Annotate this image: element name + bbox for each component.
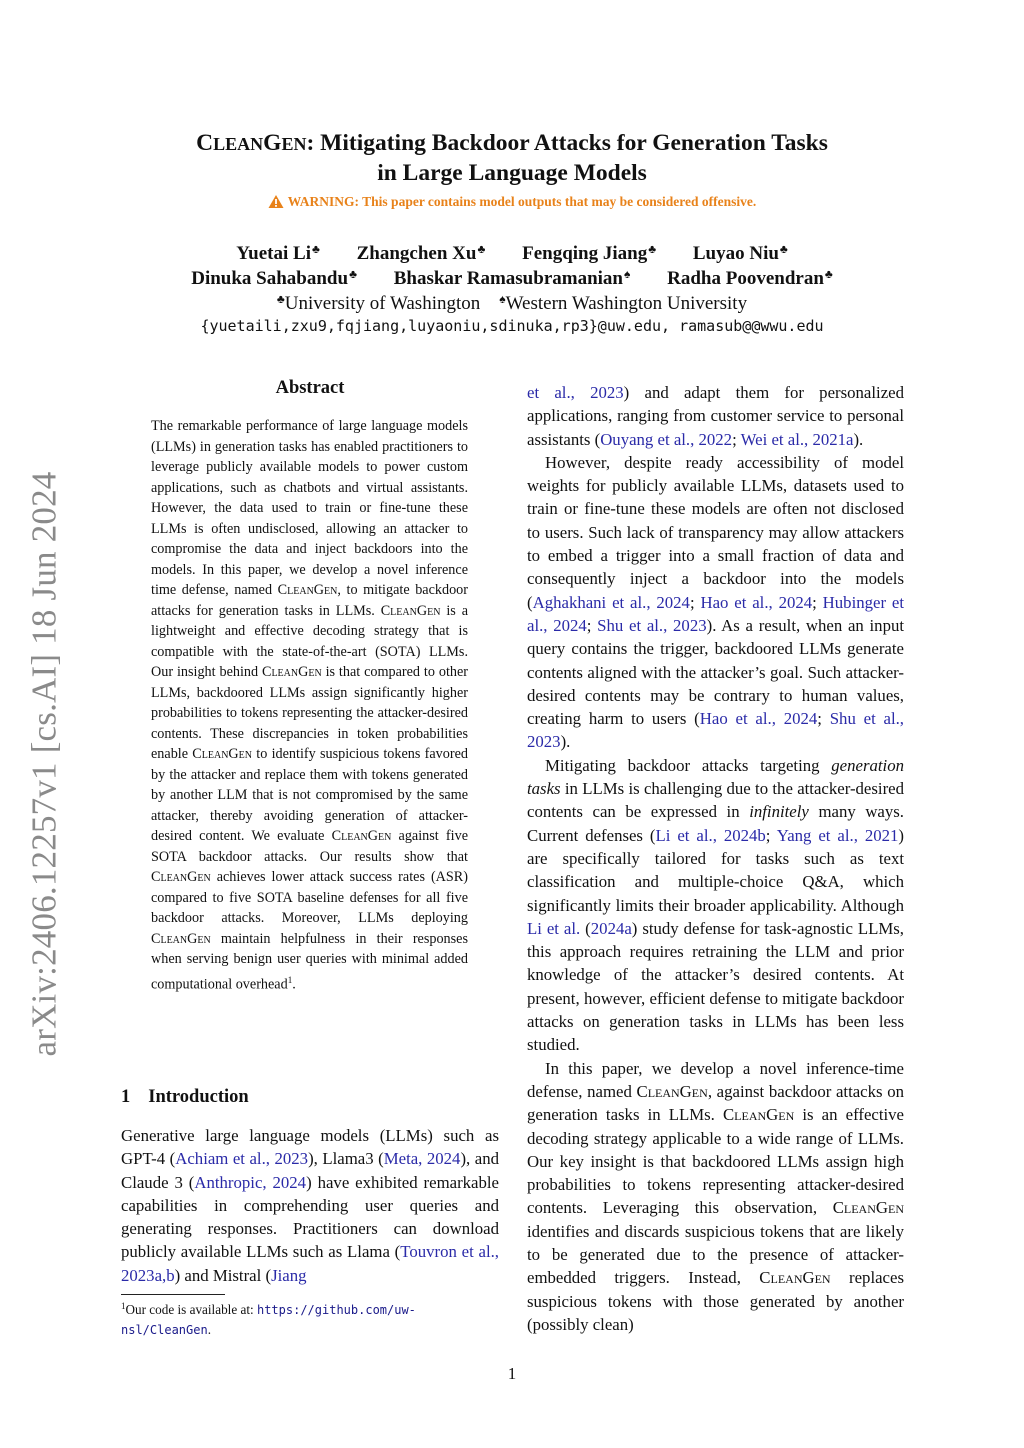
title-sc-c: C xyxy=(196,130,214,156)
title-rest: : Mitigating Backdoor Attacks for Generation Tasks xyxy=(306,130,828,156)
arxiv-identifier xyxy=(12,472,78,1056)
title-sc-lean: LEAN xyxy=(213,134,264,154)
citation-link[interactable]: Li et al., 2024b xyxy=(655,825,766,845)
author: Bhaskar Ramasubramanian♠ xyxy=(393,267,631,289)
citation-link[interactable]: Li et al. xyxy=(527,918,581,938)
citation-link[interactable]: Hubinger et al., 2024 xyxy=(527,592,905,635)
author: Radha Poovendran♣ xyxy=(667,267,833,289)
title-sc-en: EN xyxy=(281,134,307,154)
paragraph: In this paper, we develop a novel inference-time defense, named CleanGen, against backdoor attacks on generation tasks in LLMs. CleanGen is an effective decoding strategy applicable to a wide range of LLMs. Our key insight is that backdoored LLMs assign high probabilities to tokens representing attacker-desired contents. Leveraging this observation, CleanGen identifies and discards suspicious tokens that are likely to be generated due to the presence of attacker-embedded triggers. Instead, CleanGen replaces suspicious tokens with those generated by another (possibly clean) xyxy=(527,1058,905,1334)
author-emails: {yuetaili,zxu9,fqjiang,luyaoniu,sdinuka,rp3}@uw.edu, ramasub@@wwu.edu xyxy=(200,317,824,335)
citation-link[interactable]: Anthropic, 2024 xyxy=(194,1172,307,1192)
citation-link[interactable]: Shu et al., 2023 xyxy=(527,709,905,752)
affiliation-uw: University of Washington xyxy=(284,293,481,314)
citation-link[interactable]: 2024a xyxy=(590,918,632,938)
citation-link[interactable]: Wei et al., 2021a xyxy=(740,429,854,449)
abstract-body: The remarkable performance of large language models (LLMs) in generation tasks has enabled practitioners to leverage publicly available models to power custom applications, such as chatbots and virtual assistants. However, the data used to train or fine-tune these LLMs is often undisclosed, allowing an attacker to compromise the data and inject backdoors into the models. In this paper, we develop a novel inference time defense, named CleanGen, to mitigate backdoor attacks for generation tasks in LLMs. CleanGen is a lightweight and effective decoding strategy that is compatible with the state-of-the-art (SOTA) LLMs. Our insight behind CleanGen is that compared to other LLMs, backdoored LLMs assign significantly higher probabilities to tokens representing the attacker-desired contents. These discrepancies in token probabilities enable CleanGen to identify suspicious tokens favored by the attacker and replace them with tokens generated by another LLM that is not compromised by the same attacker, thereby avoiding generation of attacker-desired content. We evaluate CleanGen against five SOTA backdoor attacks. Our results show that CleanGen achieves lower attack success rates (ASR) compared to five SOTA baseline defenses for all five backdoor attacks. Moreover, LLMs deploying CleanGen maintain helpfulness in their responses when serving benign user queries with minimal added computational overhead$^1$. xyxy=(151,418,469,993)
authors-row-1 xyxy=(120,242,904,265)
content-warning xyxy=(150,194,874,210)
author: Luyao Niu♣ xyxy=(692,242,788,264)
citation-link[interactable]: Achiam et al., 2023 xyxy=(175,1149,309,1169)
warning-text: WARNING: This paper contains model outputs that may be considered offensive. xyxy=(287,194,757,209)
citation-link[interactable]: Hao et al., 2024 xyxy=(699,709,818,729)
page-number: 1 xyxy=(507,1364,517,1383)
title-line-2: in Large Language Models xyxy=(377,160,647,186)
citation-link[interactable]: et al., 2023 xyxy=(527,383,624,402)
citation-link[interactable]: Ouyang et al., 2022 xyxy=(600,429,733,449)
citation-link[interactable]: Touvron et al., 2023a,b xyxy=(121,1242,499,1285)
citation-link[interactable]: Yang et al., 2021 xyxy=(776,825,899,845)
paragraph: et al., 2023) and adapt them for personalized applications, ranging from customer service to personal assistants (Ouyang et al., 2022; Wei et al., 2021a). xyxy=(527,383,904,449)
paragraph: Mitigating backdoor attacks targeting generation tasks in LLMs is challenging due to the attacker-desired contents can be expressed in infinitely many ways. Current defenses (Li et al., 2024b; Yang et al., 2021) are specifically tailored for tasks such as text classification and multiple-choice Q&A, which significantly limits their broader applicability. Although Li et al. (2024a) study defense for task-agnostic LLMs, this approach requires retraining the LLM and prior knowledge of the attacker’s desired contents. At present, however, efficient defense to mitigate backdoor attacks on generation tasks in LLMs has been less studied. xyxy=(527,755,904,1055)
introduction-paragraph: Generative large language models (LLMs) such as GPT-4 (Achiam et al., 2023), Llama3 (Meta, 2024), and Claude 3 (Anthropic, 2024) have exhibited remarkable capabilities in comprehending user queries and generating responses. Practitioners can download publicly available LLMs such as Llama (Touvron et al., 2023a,b) and Mistral (Jiang xyxy=(121,1126,500,1285)
affiliations: ♣University of Washington ♠Western Washington University xyxy=(276,292,748,314)
footnote-divider xyxy=(121,1294,225,1295)
paragraph: However, despite ready accessibility of model weights for publicly available LLMs, datasets used to train or fine-tune these models are often not disclosed to users. Such lack of transparency may allow attackers to embed a trigger into a small fraction of data and consequently inject a backdoor into the models (Aghakhani et al., 2024; Hao et al., 2024; Hubinger et al., 2024; Shu et al., 2023). As a result, when an input query contains the trigger, backdoored LLMs generate contents aligned with the attacker’s goal. Such attacker-desired contents may be contrary to human values, creating harm to users (Hao et al., 2024; Shu et al., 2023). xyxy=(527,452,905,752)
citation-link[interactable]: Aghakhani et al., 2024 xyxy=(532,592,690,612)
author: Yuetai Li♣ xyxy=(236,242,320,264)
title-sc-g: G xyxy=(263,130,282,156)
citation-link[interactable]: Hao et al., 2024 xyxy=(700,592,813,612)
paper-title xyxy=(150,129,874,188)
section-heading-introduction: 1 Introduction xyxy=(121,1087,249,1107)
citation-link[interactable]: Meta, 2024 xyxy=(383,1149,461,1169)
author: Zhangchen Xu♣ xyxy=(356,242,486,264)
abstract-heading: Abstract xyxy=(275,378,345,398)
author: Fengqing Jiang♣ xyxy=(522,242,657,264)
authors-row-2 xyxy=(120,267,904,290)
title-line-1 xyxy=(150,129,874,159)
citation-link[interactable]: Shu et al., 2023 xyxy=(597,615,707,635)
code-repo-link[interactable]: https://github.com/uw-nsl/CleanGen xyxy=(121,1303,416,1337)
footnote: $^1$Our code is available at: https://github.com/uw-nsl/CleanGen. xyxy=(121,1301,416,1337)
citation-link[interactable]: Jiang xyxy=(271,1265,307,1285)
affiliation-wwu: Western Washington University xyxy=(505,293,748,314)
right-column xyxy=(527,381,904,1336)
arxiv-id-text: arXiv:2406.12257v1 [cs.AI] 18 Jun 2024 xyxy=(25,471,65,1057)
author: Dinuka Sahabandu♣ xyxy=(191,267,357,289)
warning-icon xyxy=(268,194,284,209)
footnote-ref: 1 xyxy=(287,974,293,985)
